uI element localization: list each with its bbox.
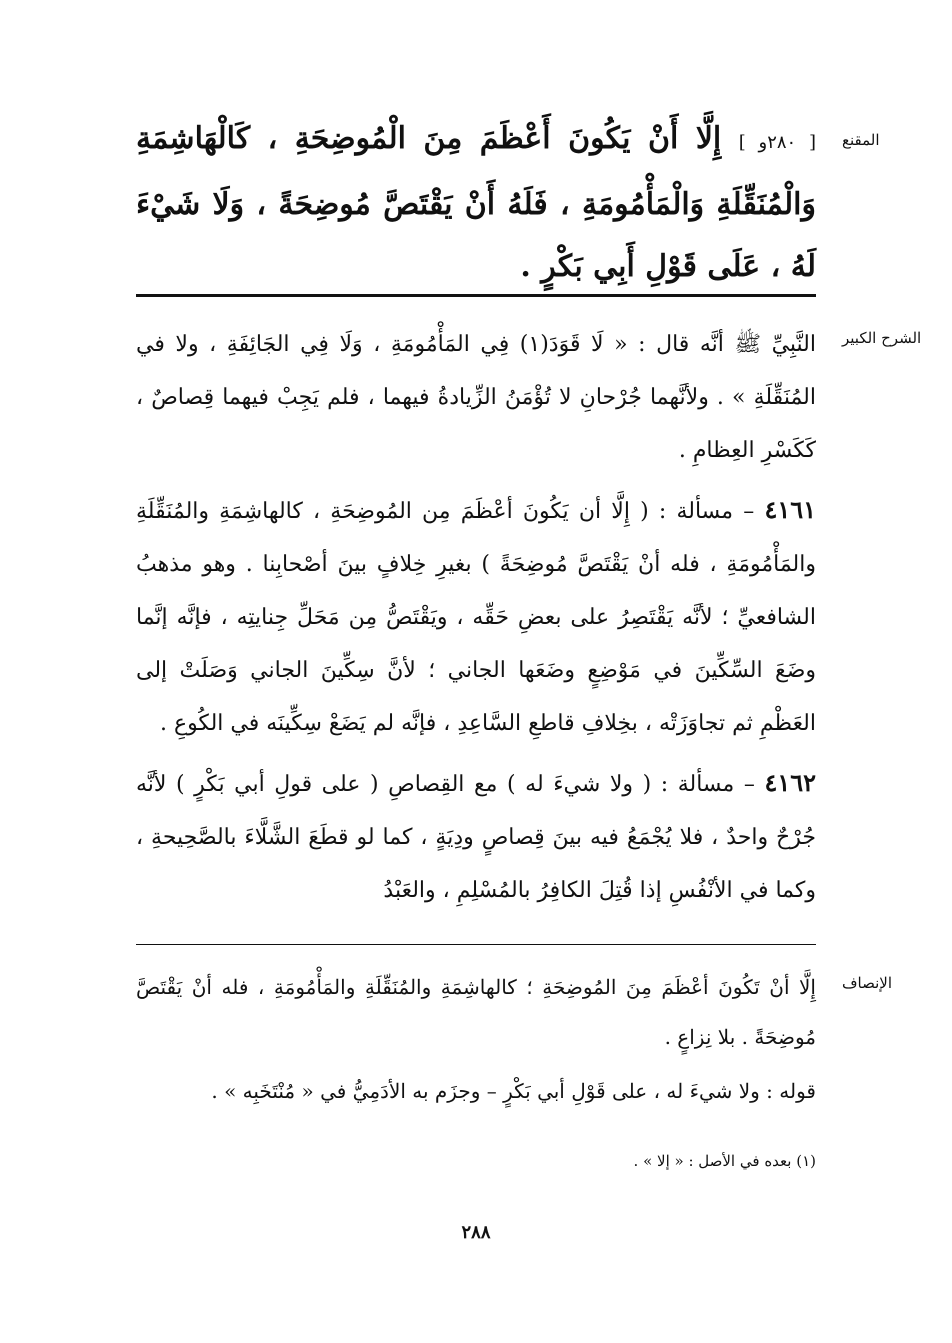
page-number: ٢٨٨ xyxy=(461,1222,491,1243)
folio-marker: [ ٢٨٠و ] xyxy=(738,132,817,153)
footnote: (١) بعده في الأصل : « إلا » . xyxy=(633,1152,816,1170)
label-muqni: المقنع xyxy=(842,131,880,149)
sharh-paragraph-3 xyxy=(136,756,816,917)
label-sharh: الشرح الكبير xyxy=(842,329,922,347)
sharh-section xyxy=(136,318,816,917)
section-divider-thin xyxy=(136,944,816,945)
insaf-section xyxy=(136,962,816,1116)
section-divider-thick xyxy=(136,294,816,297)
sharh-paragraph-2 xyxy=(136,483,816,750)
sharh-paragraph-1: النَّبِيِّ ﷺ أنَّه قال : « لَا قَوَدَ(١) فِي المَأْمُومَةِ ، وَلَا فِي الجَائِفَةِ ، ولا في المُنَقِّلَةِ » . ولأنَّهما جُرْحانِ لا تُؤْمَنُ الزِّيادةُ فيهما ، فلم يَجِبْ فيهما قِصاصٌ ، كَكَسْرِ العِظامِ . xyxy=(136,332,817,463)
issue-number: ٤١٦١ xyxy=(764,495,816,524)
label-insaf: الإنصاف xyxy=(842,974,893,992)
muqni-paragraph xyxy=(136,108,816,298)
sharh-paragraph-2-text: – مسألة : ( إِلَّا أن يَكُونَ أعْظَمَ مِن المُوضِحَةِ ، كالهاشِمَةِ والمُنَقِّلَةِ والمَأْمُومَةِ ، فله أنْ يَقْتَصَّ مُوضِحَةً ) بغيرِ خِلافٍ بينَ أصْحابِنا . وهو مذهبُ الشافعيِّ ؛ لأنَّه يَقْتَصِرُ على بعضِ حَقِّه ، ويَقْتَصُّ مِن مَحَلِّ جِنايتِه ، فإنَّه إنَّما وضَعَ السِّكِّينَ في مَوْضِعٍ وضَعَها الجاني ؛ لأنَّ سِكِّينَ الجاني وَصَلَتْ إلى العَظْمِ ثم تجاوَزَتْه ، بخِلافِ قاطعِ السَّاعِدِ ، فإنَّه لم يَضَعْ سِكِّينَه في الكُوعِ . xyxy=(136,499,816,736)
sharh-paragraph-3-text: – مسألة : ( ولا شيءَ له ) مع القِصاصِ ( على قولِ أبي بَكْرٍ ) لأنَّه جُرْحٌ واحدٌ ، فلا يُجْمَعُ فيه بينَ قِصاصٍ ودِيَةٍ ، كما لو قطَعَ الشَّلَّاءَ بالصَّحِيحةِ ، وكما في الأنْفُسِ إذا قُتِلَ الكافِرُ بالمُسْلِمِ ، والعَبْدُ xyxy=(136,772,816,903)
issue-number: ٤١٦٢ xyxy=(764,768,816,797)
insaf-paragraph-1: إِلَّا أنْ تَكُونَ أعْظَمَ مِنَ المُوضِحَةِ ؛ كالهاشِمَةِ والمُنَقِّلَةِ والمَأْمُومَةِ ، فله أنْ يَقْتَصَّ مُوضِحَةً . بلا نِزاعٍ . xyxy=(136,975,816,1049)
insaf-paragraph-2: قوله : ولا شيءَ له ، على قَوْلِ أبي بَكْرٍ – وجزَم به الأدَمِيُّ في « مُنْتَخَبِه » . xyxy=(211,1079,816,1103)
muqni-section xyxy=(136,108,816,298)
muqni-text: إِلَّا أَنْ يَكُونَ أَعْظَمَ مِنَ الْمُوضِحَةِ ، كَالْهَاشِمَةِ وَالْمُنَقِّلَةِ وَالْمَأْمُومَةِ ، فَلَهُ أَنْ يَقْتَصَّ مُوضِحَةً ، وَلَا شَيْءَ لَهُ ، عَلَى قَوْلِ أَبِي بَكْرٍ . xyxy=(136,121,816,284)
